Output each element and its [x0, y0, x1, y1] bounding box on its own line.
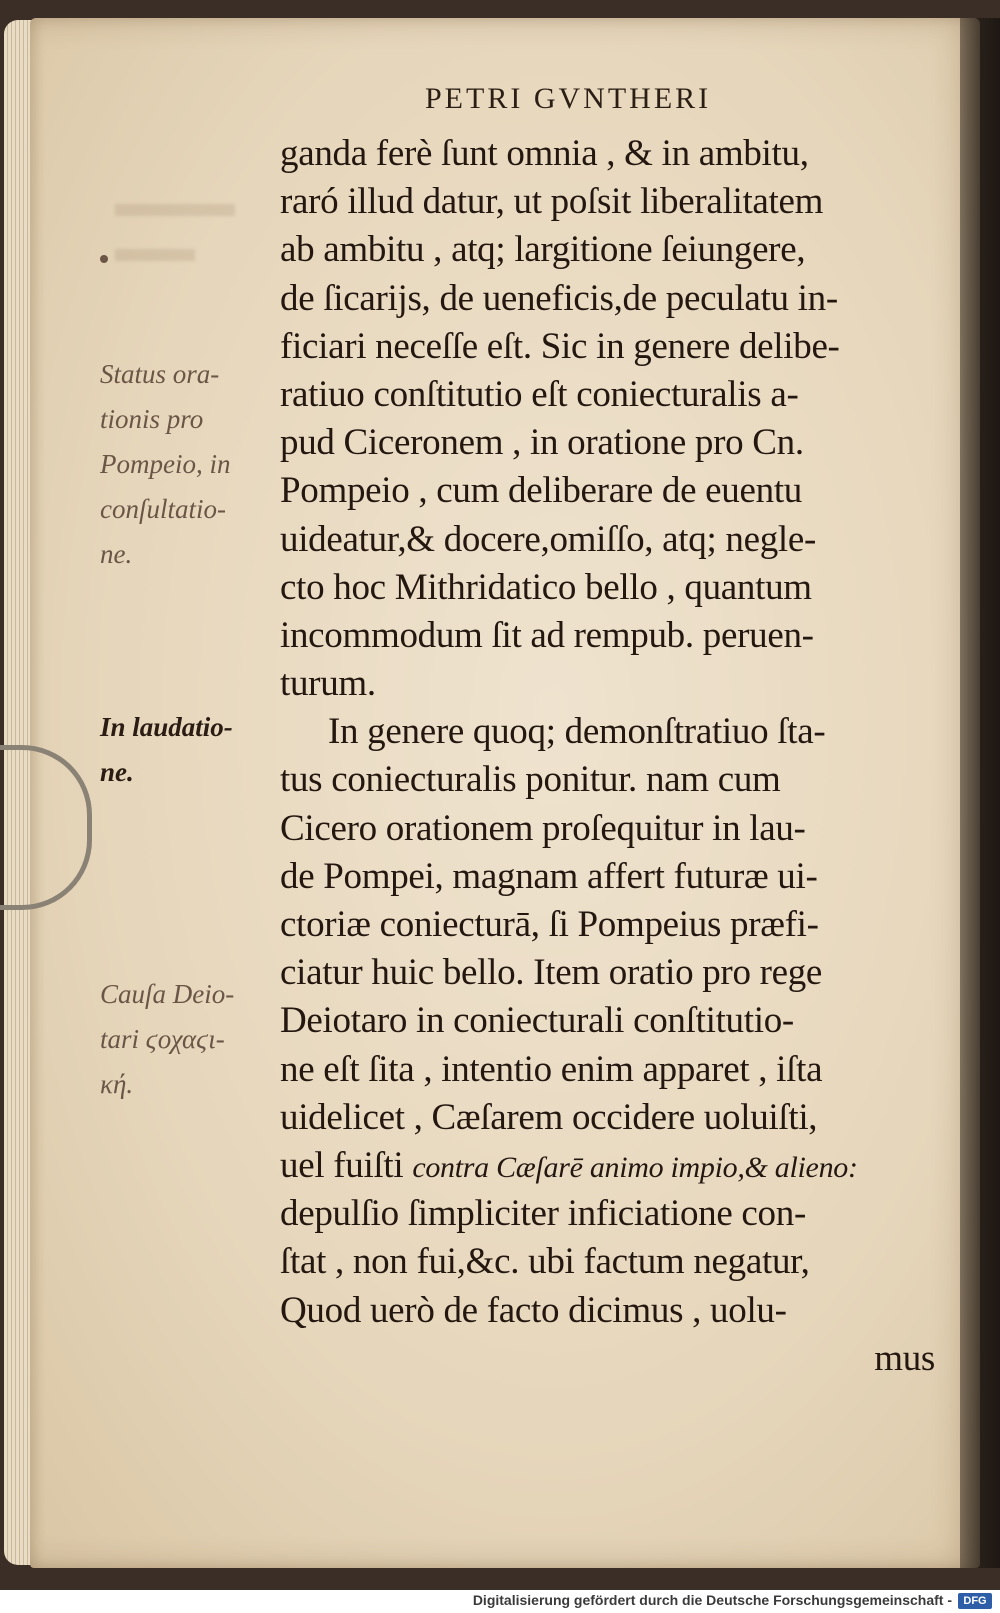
text-line: Quod uerò de facto dicimus , uolu- [280, 1289, 787, 1331]
margin-note-line: Cauſa Deio- [100, 979, 235, 1009]
margin-note-causa-deiotari [100, 972, 270, 1107]
margin-note-status-orationis [100, 352, 270, 577]
text-line: depulſio ſimpliciter inficiatione con- [280, 1193, 806, 1235]
text-line: ratiuo conſtitutio eſt coniecturalis a- [280, 373, 799, 415]
dfg-logo: DFG [958, 1593, 992, 1609]
margin-note-line: tari ϛοχαϛι- [100, 1024, 225, 1054]
text-line: ſtat , non fui,&c. ubi factum negatur, [280, 1241, 810, 1283]
text-line: ne eſt ſita , intentio enim apparet , iſta [280, 1048, 823, 1090]
page-fold-shadow [960, 18, 1000, 1568]
text-line: raró illud datur, ut poſsit liberalitatem [280, 181, 824, 223]
text-line: Pompeio , cum deliberare de euentu [280, 470, 803, 512]
text-line: uidelicet , Cæſarem occidere uoluiſti, [280, 1096, 818, 1138]
text-segment: uel fuiſti [280, 1144, 413, 1186]
text-line: de Pompei, magnam affert futuræ ui- [280, 855, 818, 897]
text-line: ficiari neceſſe eſt. Sic in genere delibe- [280, 325, 840, 367]
text-line: Deiotaro in coniecturali conſtitutio- [280, 1000, 794, 1042]
margin-note-line: ne. [100, 757, 134, 787]
text-line: ctoriæ coniecturā, ſi Pompeius præfi- [280, 904, 819, 945]
text-line: tus coniecturalis ponitur. nam cum [280, 759, 781, 801]
margin-note-line: In laudatio- [100, 712, 233, 742]
ink-mark [100, 255, 108, 263]
body-text [280, 130, 935, 1383]
margin-note-in-laudatione [100, 705, 270, 795]
running-head: PETRI GVNTHERI [425, 82, 712, 115]
margin-note-line: tionis pro [100, 404, 204, 434]
footer-bar [0, 1590, 1000, 1613]
italic-insert: contra Cæſarē animo impio,& alieno: [412, 1150, 858, 1184]
text-line: uideatur,& docere,omiſſo, atq; negle- [280, 518, 817, 560]
text-line: cto hoc Mithridatico bello , quantum [280, 566, 812, 608]
text-line: de ſicarijs, de ueneficis,de peculatu in- [280, 277, 838, 319]
text-line-with-italic [280, 1142, 935, 1190]
footer-credit: Digitalisierung gefördert durch die Deutsche Forschungsgemeinschaft - [472, 1592, 952, 1608]
text-line: ciatur huic bello. Item oratio pro rege [280, 952, 823, 994]
margin-note-line: Status ora- [100, 359, 220, 389]
catchword: mus [874, 1337, 935, 1379]
text-line: Cicero orationem proſequitur in lau- [280, 807, 806, 849]
text-line: ganda ferè ſunt omnia , & in ambitu, [280, 133, 809, 174]
text-line: In genere quoq; demonſtratiuo ſta- [328, 711, 826, 753]
margin-note-line: ne. [100, 539, 133, 569]
text-line: ab ambitu , atq; largitione ſeiungere, [280, 229, 806, 271]
bleed-through: ▬▬▬ ▬▬ [115, 180, 235, 270]
margin-note-line: κή. [100, 1069, 134, 1099]
margin-note-line: conſultatio- [100, 494, 226, 524]
text-line: turum. [280, 663, 376, 705]
margin-note-line: Pompeio, in [100, 449, 231, 479]
text-line: incommodum ſit ad rempub. peruen- [280, 614, 814, 656]
text-line: pud Ciceronem , in oratione pro Cn. [280, 422, 804, 464]
